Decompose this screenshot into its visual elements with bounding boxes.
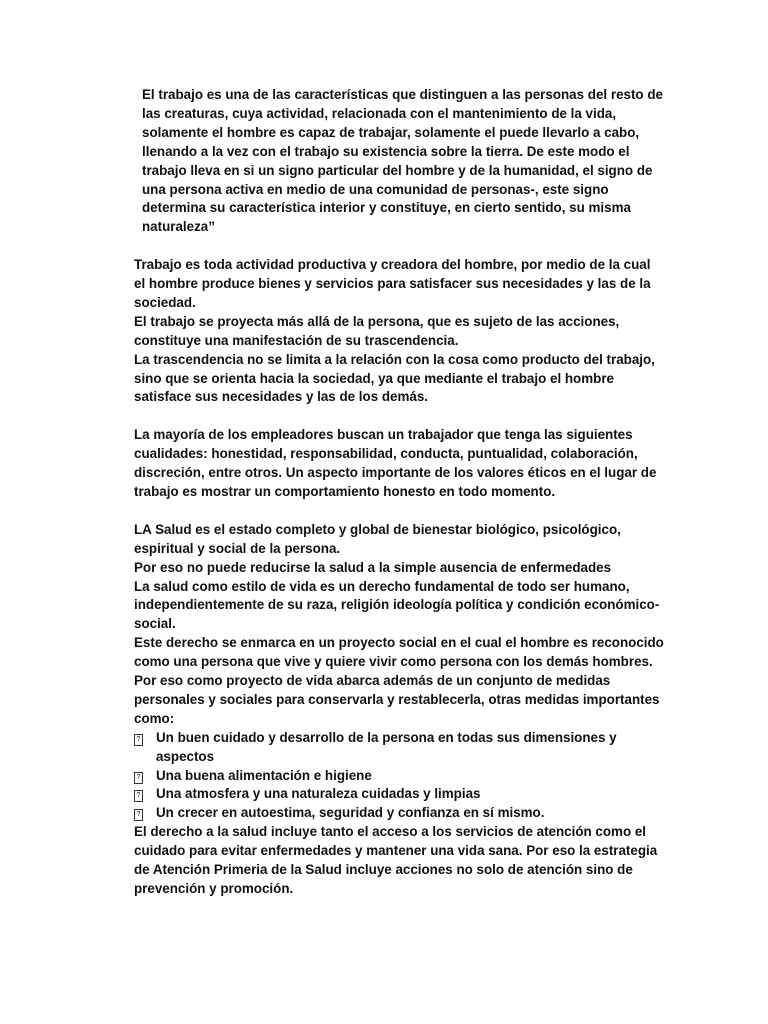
- bullet-text: Una buena alimentación e higiene: [156, 767, 372, 783]
- bullet-box-icon: ?: [134, 785, 156, 804]
- bullet-item: [134, 729, 664, 767]
- paragraph-gap: [134, 407, 664, 426]
- bullet-item: [134, 785, 664, 804]
- bullet-box-icon: ?: [134, 804, 156, 823]
- bullet-text: Un crecer en autoestima, seguridad y confianza en sí mismo.: [156, 805, 545, 821]
- document-page: [134, 86, 664, 899]
- bullet-box-icon: ?: [134, 767, 156, 786]
- paragraph-salud-ausencia: Por eso no puede reducirse la salud a la simple ausencia de enfermedades: [134, 559, 612, 575]
- paragraph-trascendencia: La trascendencia no se limita a la relación con la cosa como producto del trabajo, sino que se orienta hacia la sociedad, ya que mediante el trabajo el hombre satisface sus necesidades y las de los demás.: [134, 351, 655, 405]
- bullet-text: Un buen cuidado y desarrollo de la persona en todas sus dimensiones y aspectos: [156, 729, 617, 764]
- bullet-box-icon: ?: [134, 729, 156, 767]
- paragraph-gap: [134, 502, 664, 521]
- bullet-item: [134, 767, 664, 786]
- bullet-text: Una atmosfera y una naturaleza cuidadas y limpias: [156, 786, 481, 802]
- paragraph-proyecto-vida: Por eso como proyecto de vida abarca además de un conjunto de medidas personales y sociales para conservarla y restablecerla, otras medidas importantes como:: [134, 673, 660, 726]
- bullet-item: [134, 804, 664, 823]
- paragraph-derecho-salud: El derecho a la salud incluye tanto el acceso a los servicios de atención como el cuidado para evitar enfermedades y mantener una vida sana. Por eso la estrategia de Atención Primeria de la Salud incluye acciones no solo de atención sino de prevención y promoción.: [134, 824, 658, 897]
- paragraph-salud-derecho: La salud como estilo de vida es un derecho fundamental de todo ser humano, independientemente de su raza, religión ideología política y condición económico-social.: [134, 578, 660, 632]
- paragraph-salud-definicion: LA Salud es el estado completo y global de bienestar biológico, psicológico, espiritual y social de la persona.: [134, 521, 621, 556]
- paragraph-empleadores: La mayoría de los empleadores buscan un trabajador que tenga las siguientes cualidades: honestidad, responsabilidad, conducta, puntualidad, colaboración, discreción, entre otros. Un aspecto importante de los valores éticos en el lugar de trabajo es mostrar un comportamiento honesto en todo momento.: [134, 427, 657, 499]
- paragraph-gap: [134, 237, 664, 256]
- paragraph-trabajo-definicion: Trabajo es toda actividad productiva y creadora del hombre, por medio de la cual el hombre produce bienes y servicios para satisfacer sus necesidades y las de la sociedad.: [134, 257, 651, 310]
- paragraph-trabajo-proyecta: El trabajo se proyecta más allá de la persona, que es sujeto de las acciones, constituye una manifestación de su trascendencia.: [134, 313, 620, 348]
- paragraph-proyecto-social: Este derecho se enmarca en un proyecto social en el cual el hombre es reconocido como una persona que vive y quiere vivir como persona con los demás hombres.: [134, 635, 664, 670]
- paragraph-trabajo-intro: El trabajo es una de las características que distinguen a las personas del resto de las creaturas, cuya actividad, relacionada con el mantenimiento de la vida, solamente el hombre es capaz de trabajar, solamente el puede llevarlo a cabo, llenando a la vez con el trabajo su existencia sobre la tierra. De este modo el trabajo lleva en si un signo particular del hombre y de la humanidad, el signo de una persona activa en medio de una comunidad de personas-, este signo determina su característica interior y constituye, en cierto sentido, su misma naturaleza”: [142, 87, 663, 235]
